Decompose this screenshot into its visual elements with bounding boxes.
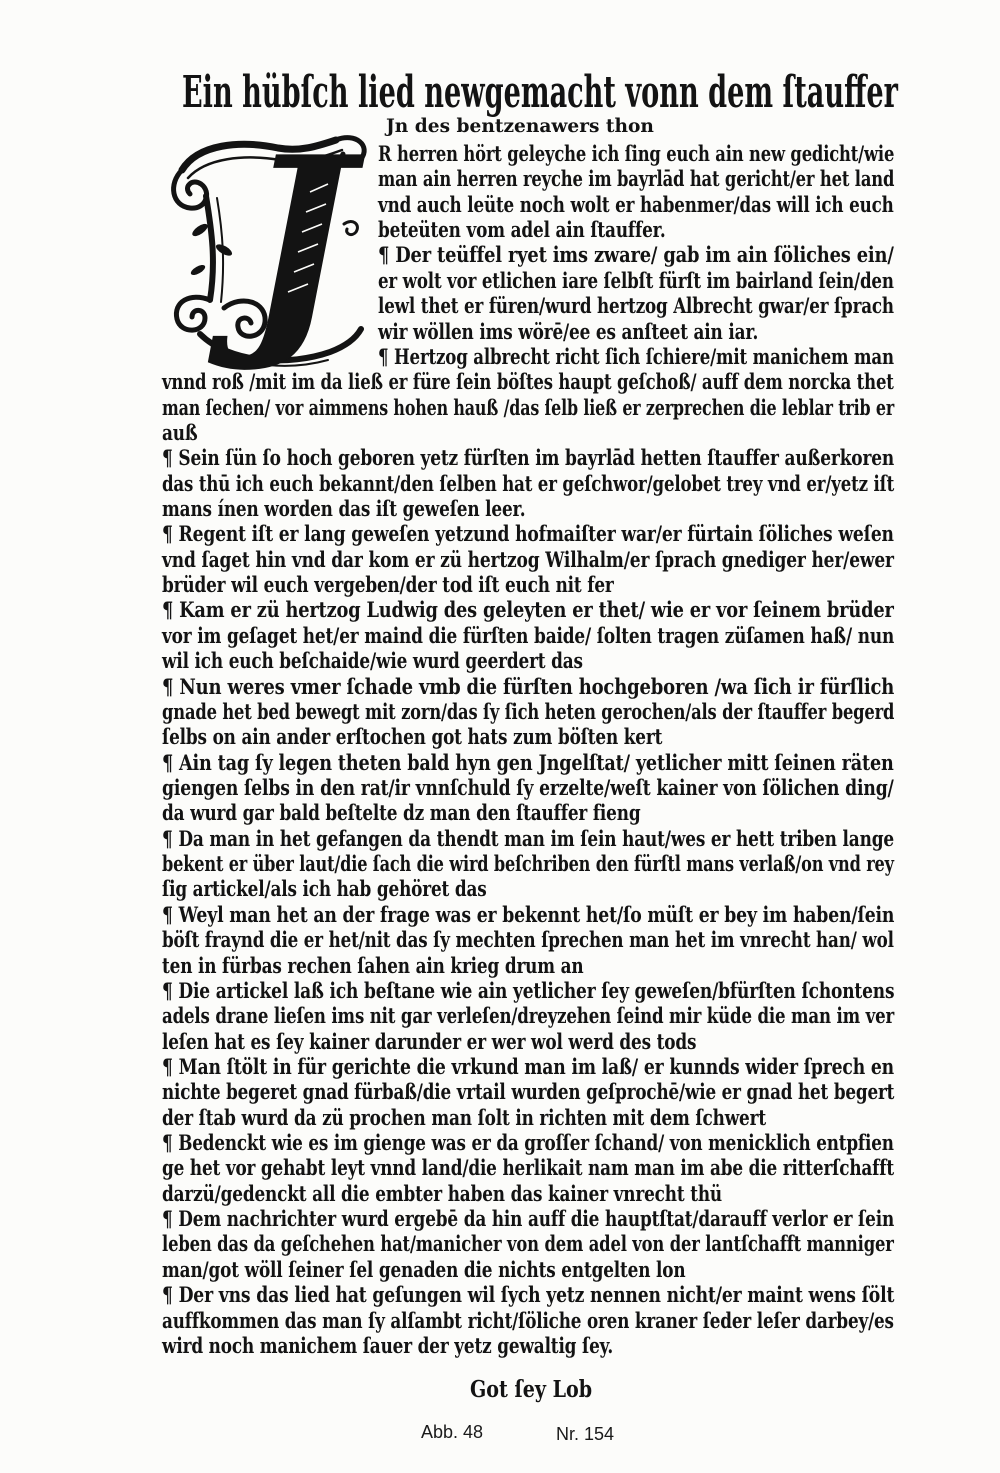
verse-line: vnd ſaget hin vnd dar kom er zü hertzog Wilhalm/er ſprach gnediger her/ewer [162, 547, 894, 572]
verse-line: gnade het bed bewegt mit zorn/das ſy ſich heten gerochen/als der ſtauffer begerd [162, 699, 895, 724]
verse-line: wir wöllen ims wörē/ee es anſteet ain iar. [378, 319, 759, 344]
verse-line: auß [162, 420, 198, 445]
song-title: Ein hübſch lied newgemacht vonn dem ſtauffer [182, 67, 898, 118]
verse-line: vor im geſaget het/er maind die fürſten baide/ ſolten tragen züſamen haß/ nun [162, 623, 895, 648]
verse-line: ¶ Da man in het gefangen da thendt man im ſein haut/wes er hett triben lange [162, 826, 894, 851]
verse-line: ¶ Der teüffel ryet ims zware/ gab im ain ſöliches ein/ [378, 242, 894, 267]
verse-line: nichte begeret gnad fürbaß/die vrtail wurden geſprochē/wie er gnad het begert [162, 1079, 895, 1104]
verse-line: ¶ Kam er zü hertzog Ludwig des geleyten er thet/ wie er vor ſeinem brüder [162, 597, 894, 622]
verse-line: ¶ Der vns das lied hat geſungen wil ſych yetz nennen nicht/er maint wens ſölt [162, 1282, 895, 1307]
verse-line: er wolt vor etlichen iare ſelbſt fürſt im bairland ſein/den [378, 268, 894, 293]
verse-line: wil ich euch beſchaide/wie wurd geerdert das [162, 648, 583, 673]
verse-line: beteüten vom adel ain ſtauffer. [378, 217, 666, 242]
verse-line: leben das da geſchehen hat/manicher von dem adel von der lantſchafft manniger [162, 1231, 894, 1256]
verse-line: ¶ Nun weres vmer ſchade vmb die fürſten hochgeboren /wa ſich ir fürſlich [162, 674, 895, 699]
verse-line: leſen hat es ſey kainer darunder er wer wol werd des tods [162, 1029, 697, 1054]
verse-line: auffkommen das man ſy alſambt richt/ſöliche oren kraner ſeder leſer darbey/es [162, 1308, 894, 1333]
verse-line: adels drane lieſen ims nit gar verleſen/dreyzehen ſeind mir küde die man im ver [162, 1003, 895, 1028]
verse-line: wird noch manichem ſauer der yetz gewaltig ſey. [162, 1333, 614, 1358]
verse-line: vnd auch leüte noch wolt er habenmer/das will ich euch [378, 192, 894, 217]
verse-line: man ſechen/ vor aimmens hohen hauß /das ſelb ließ er zerprechen die leblar trib er [162, 395, 895, 420]
verse-line: ¶ Dem nachrichter wurd ergebē da hin auff die hauptſtat/darauff verlor er ſein [162, 1206, 895, 1231]
verse-line: brüder wil euch vergeben/der tod iſt euch nit fer [162, 572, 614, 597]
verse-line: ¶ Die artickel laß ich beſtane wie ain yetlicher ſey geweſen/bfürſten ſchontens [162, 978, 895, 1003]
verse-line: der ſtab wurd da zü prochen man ſolt in richten mit dem ſchwert [162, 1105, 766, 1130]
verse-line: ¶ Sein ſün ſo hoch geboren yetz fürſten im bayrlād hetten ſtauffer außerkoren [162, 445, 895, 470]
verse-line: das thū ich euch bekannt/den ſelben hat er geſchwor/gelobet trey vnd er/yetz iſt [162, 471, 895, 496]
decorated-initial-letter: J [244, 132, 353, 372]
verse-line: lewl thet er füren/wurd hertzog Albrecht gwar/er ſprach [378, 293, 894, 318]
verse-line: ¶ Man ſtölt in für gerichte die vrkund man im laß/ er kunnds wider ſprech en [162, 1054, 895, 1079]
verse-line: vnnd roß /mit im da ließ er füre ſein böſtes haupt geſchoß/ auff dem norcka thet [162, 369, 894, 394]
verse-line: ¶ Ain tag ſy legen theten bald hyn gen Jngelſtat/ yetlicher mitt ſeinen räten [162, 750, 894, 775]
verse-line: böſt fraynd die er het/nit das ſy mechten ſprechen man het im vnrecht han/ wol [162, 927, 894, 952]
verse-line: mans ínen worden das iſt geweſen leer. [162, 496, 526, 521]
verse-line: ſelbs on ain ander erſtochen got hats zum böſten kert [162, 724, 663, 749]
verse-line: giengen ſelbs in den rat/ir vnnſchuld ſy erzelte/weſt kainer von ſölichen ding/ [162, 775, 894, 800]
verse-line: ¶ Bedenckt wie es im gienge was er da groſſer ſchand/ von menicklich entpfien [162, 1130, 894, 1155]
verse-line: ſig artickel/als ich hab gehöret das [162, 876, 487, 901]
verse-line: man/got wöll ſeiner ſel genaden die nichts entgelten lon [162, 1257, 686, 1282]
verse-line: ¶ Regent iſt er lang geweſen yetzund hofmaiſter war/er fürtain ſöliches weſen [162, 521, 894, 546]
verse-line: R herren hört geleyche ich ſing euch ain new gedicht/wie [378, 141, 895, 166]
verse-line: da wurd gar bald beſtelte dz man den ſtauffer fieng [162, 800, 641, 825]
melody-note: Jn des bentzenawers thon [386, 115, 654, 137]
closing-line: Got ſey Lob [470, 1376, 593, 1403]
verse-line: ge het vor gehabt leyt vnnd land/die herlikait nam man im abe die ritterſchafft [162, 1155, 894, 1180]
item-number: Nr. 154 [556, 1424, 615, 1444]
verse-line: ¶ Weyl man het an der frage was er bekennt het/ſo müſt er bey im haben/ſein [162, 902, 895, 927]
verse-line: ten in fürbas rechen ſahen ain krieg drum an [162, 953, 584, 978]
figure-label: Abb. 48 [421, 1422, 484, 1442]
verse-line: man ain herren reyche im bayrlād hat gericht/er het land [378, 166, 895, 191]
verse-line: ¶ Hertzog albrecht richt ſich ſchiere/mit manichem man [378, 344, 894, 369]
verse-line: bekent er über laut/die ſach die wird beſchriben den fürſtl mans verlaß/on vnd rey [162, 851, 894, 876]
verse-line: darzü/gedenckt all die embter haben das kainer vnrecht thü [162, 1181, 723, 1206]
